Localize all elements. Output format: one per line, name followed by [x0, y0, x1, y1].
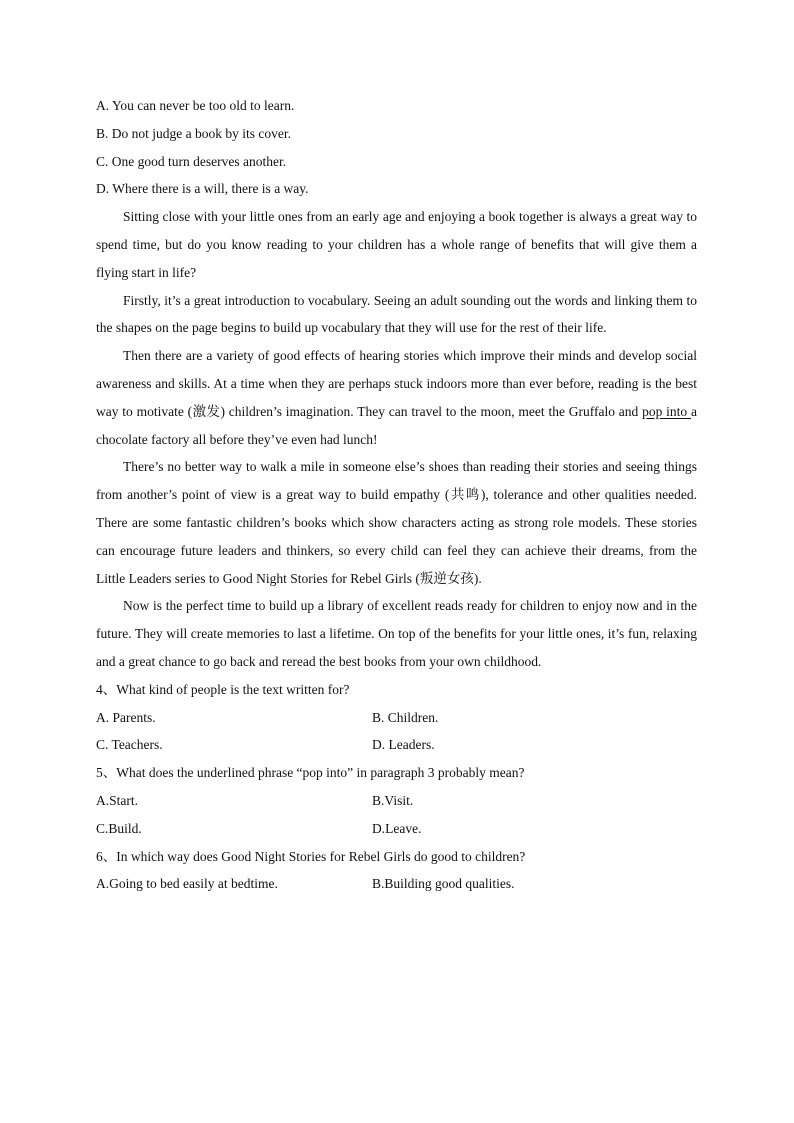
question-5-stem: 5、What does the underlined phrase “pop into” in paragraph 3 probably mean? [96, 765, 525, 781]
question-4-option-a: A. Parents. [96, 709, 156, 725]
option-d: D. Where there is a will, there is a way. [96, 181, 309, 197]
question-4-option-b: B. Children. [372, 709, 439, 725]
option-c: C. One good turn deserves another. [96, 153, 287, 169]
paragraph-4: There’s no better way to walk a mile in someone else’s shoes than reading their stories and seeing things from another’s point of view is a great way to build empathy (共鸣), tolerance and other qualities needed. There are some fantastic children’s books which show characters acting as strong role models. These stories can encourage future leaders and thinkers, so every child can feel they can achieve their dreams, from the Little Leaders series to Good Night Stories for Rebel Girls (叛逆女孩). [96, 459, 697, 586]
question-6-stem: 6、In which way does Good Night Stories for Rebel Girls do good to children? [96, 848, 526, 864]
question-5-option-b: B.Visit. [372, 792, 414, 808]
question-5-options [96, 787, 697, 843]
paragraph-3-text-after: a chocolate factory all before they’ve even had lunch! [96, 403, 697, 447]
question-5-option-c: C.Build. [96, 820, 142, 836]
question-4-option-c: C. Teachers. [96, 737, 163, 753]
document-page [96, 92, 697, 898]
question-4-stem: 4、What kind of people is the text written for? [96, 681, 350, 697]
question-6-option-b: B.Building good qualities. [372, 876, 515, 892]
question-4-option-d: D. Leaders. [372, 737, 435, 753]
question-6-option-a: A.Going to bed easily at bedtime. [96, 876, 278, 892]
paragraph-3 [96, 342, 697, 453]
question-5-option-a: A.Start. [96, 792, 138, 808]
paragraph-3-text-before: Then there are a variety of good effects of hearing stories which improve their minds and develop social awareness and skills. At a time when they are perhaps stuck indoors more than ever before, reading is the best way to motivate (激发) children’s imagination. They can travel to the moon, meet the Gruffalo and [96, 348, 697, 419]
option-a: A. You can never be too old to learn. [96, 98, 295, 113]
paragraph-5: Now is the perfect time to build up a library of excellent reads ready for children to enjoy now and in the future. They will create memories to last a lifetime. On top of the benefits for your little ones, it’s fun, relaxing and a great chance to go back and reread the best books from your own childhood. [96, 598, 697, 669]
underlined-phrase: pop into [642, 403, 691, 419]
paragraph-2: Firstly, it’s a great introduction to vocabulary. Seeing an adult sounding out the words and linking them to the shapes on the page begins to build up vocabulary that they will use for the rest of their life. [96, 292, 697, 336]
question-6-options [96, 870, 697, 898]
question-5-option-d: D.Leave. [372, 820, 422, 836]
paragraph-1: Sitting close with your little ones from an early age and enjoying a book together is always a great way to spend time, but do you know reading to your children has a whole range of benefits that will give them a flying start in life? [96, 209, 697, 280]
question-4-options [96, 704, 697, 760]
option-b: B. Do not judge a book by its cover. [96, 125, 291, 141]
